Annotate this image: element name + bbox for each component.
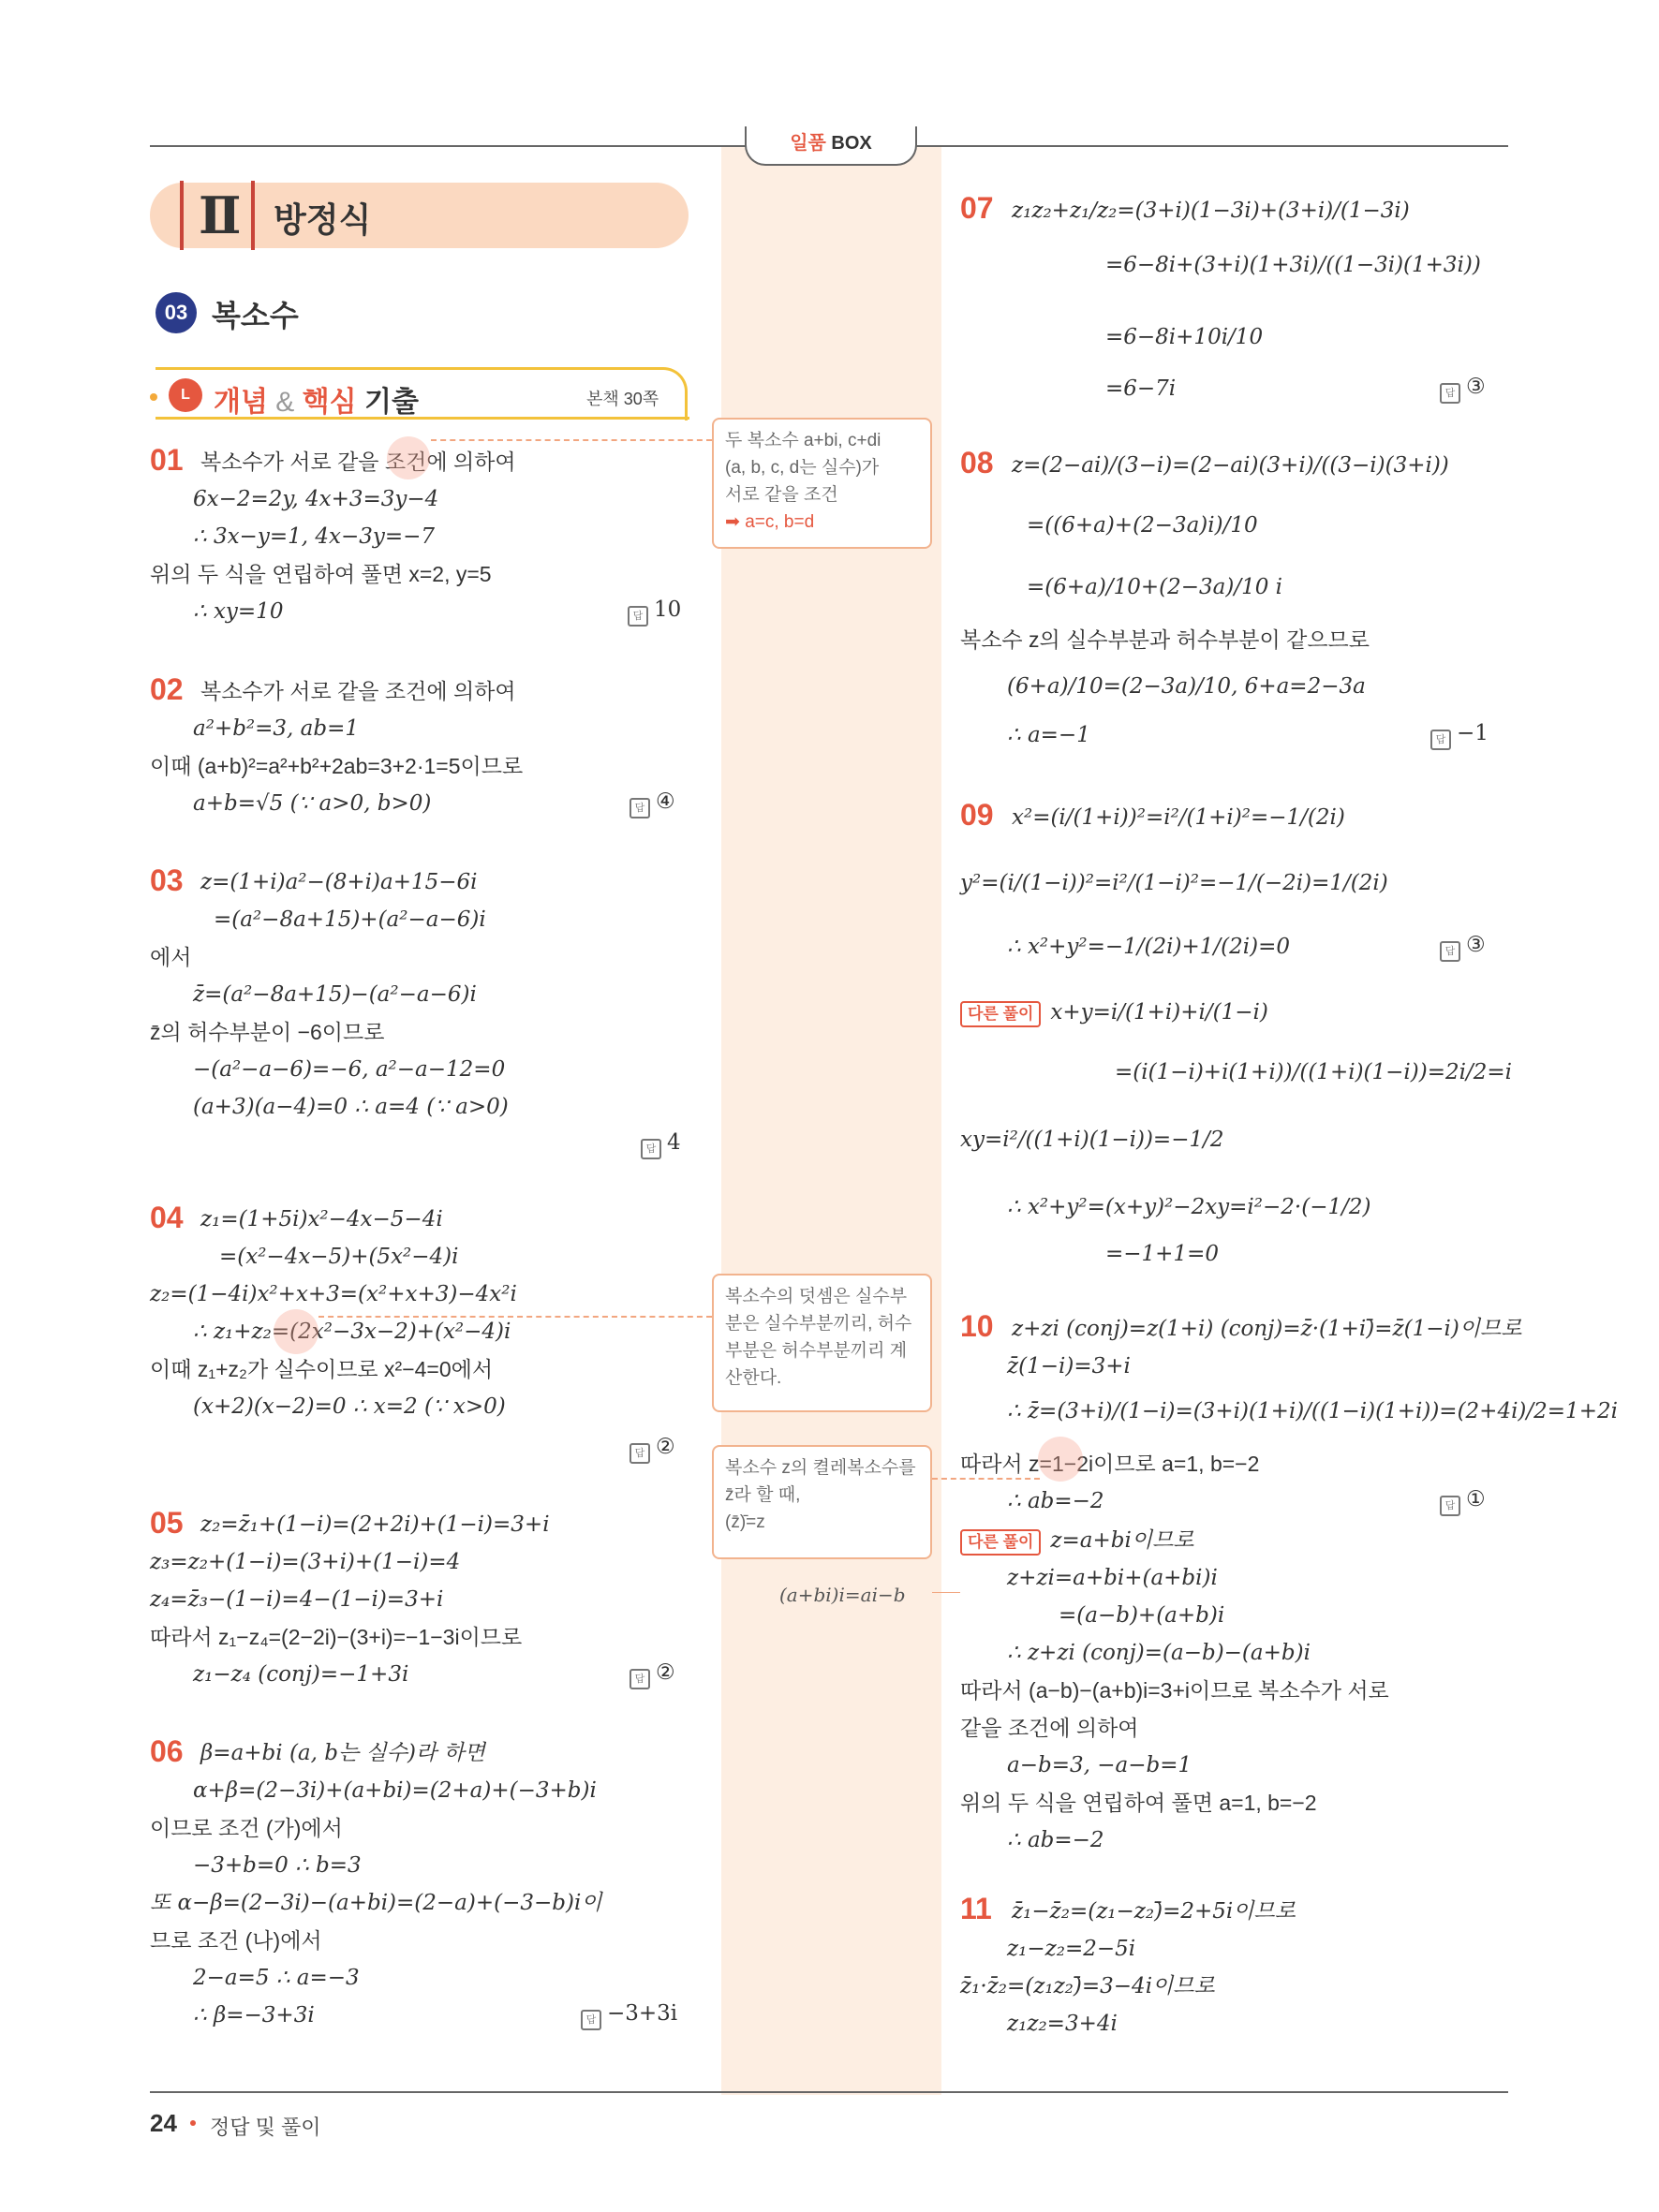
solution-line: z̄(1−i)=3+i — [1007, 1354, 1131, 1379]
solution-line: 이때 (a+b)²=a²+b²+2ab=3+2·1=5이므로 — [150, 754, 524, 778]
highlight-mark — [274, 1309, 318, 1354]
note-line: 분은 실수부분끼리, 허수 — [725, 1314, 912, 1334]
box-tab-label-1: 일품 — [790, 133, 826, 154]
solution-line: ∴ z̄=(3+i)/(1−i)=(3+i)(1+i)/((1−i)(1+i))=(2+4i)/2=1+2i — [1007, 1399, 1618, 1423]
solution-line: 복소수가 서로 같을 조건에 의하여 — [200, 679, 516, 703]
problem-number: 07 — [960, 191, 994, 225]
highlight-mark — [387, 436, 430, 479]
solution-text: x+y=i/(1+i)+i/(1−i) — [1050, 1000, 1268, 1025]
answer-value: ② — [656, 1660, 675, 1685]
solution-line: =(a²−8a+15)+(a²−a−6)i — [214, 907, 486, 932]
connector-line — [932, 1592, 960, 1593]
note-line: 부분은 허수부분끼리 계 — [725, 1341, 908, 1361]
answer — [1440, 1487, 1486, 1516]
solution-line: a²+b²=3, ab=1 — [193, 716, 360, 741]
solution-line: ∴ a=−1 — [1007, 723, 1090, 747]
answer — [630, 789, 675, 818]
solution-line: (x+2)(x−2)=0 ∴ x=2 (∵ x>0) — [193, 1394, 506, 1419]
answer-value: 4 — [667, 1130, 681, 1155]
problem-number: 05 — [150, 1506, 184, 1540]
page-number: 24 — [150, 2109, 177, 2137]
page-reference: 본책 30쪽 — [586, 390, 659, 408]
note-line: 복소수의 덧셈은 실수부 — [725, 1287, 908, 1306]
solution-line: z₁z₂=3+4i — [1007, 2012, 1118, 2036]
problem-number: 04 — [150, 1201, 184, 1234]
note-line: 두 복소수 a+bi, c+di — [725, 431, 881, 450]
solution-line: z₂=z̄₁+(1−i)=(2+2i)+(1−i)=3+i — [200, 1512, 550, 1537]
solution-line: ∴ β=−3+3i — [193, 2003, 315, 2028]
concept-title-2: 핵심 — [302, 387, 357, 418]
solution-line: 따라서 z₁−z₄=(2−2i)−(3+i)=−1−3i이므로 — [150, 1625, 523, 1649]
answer — [628, 597, 681, 627]
solution-line: z̄₁−z̄₂=(z₁−z₂)̄=2+5i이므로 — [1012, 1899, 1296, 1924]
solution-line: 이때 z₁+z₂가 실수이므로 x²−4=0에서 — [150, 1357, 494, 1381]
solution-line: 위의 두 식을 연립하여 풀면 x=2, y=5 — [150, 562, 492, 586]
solution-line: =((6+a)+(2−3a)i)/10 — [1027, 513, 1258, 538]
answer-value: 10 — [654, 597, 682, 622]
answer-value: −1 — [1457, 721, 1489, 745]
answer — [581, 2001, 677, 2030]
solution-line: ∴ x²+y²=−1/(2i)+1/(2i)=0 — [1007, 935, 1290, 959]
solution-line: z̄=(a²−8a+15)−(a²−a−6)i — [193, 982, 477, 1007]
problem-number: 11 — [960, 1892, 992, 1925]
solution-line: 따라서 (a−b)−(a+b)i=3+i이므로 복소수가 서로 — [960, 1678, 1389, 1703]
chapter-title: 방정식 — [274, 200, 372, 239]
answer-icon: 답 — [628, 606, 648, 627]
answer — [641, 1130, 681, 1159]
note-line: ➡ a=c, b=d — [725, 512, 815, 532]
box-tab — [745, 126, 917, 166]
solution-line: z+zi=a+bi+(a+bi)i — [1007, 1566, 1218, 1590]
solution-line: 복소수가 서로 같을 조건에 의하여 — [200, 450, 516, 474]
solution-line: 따라서 z=1−2i이므로 a=1, b=−2 — [960, 1452, 1260, 1476]
problem-number: 01 — [150, 443, 184, 477]
solution-line: 복소수 z의 실수부분과 허수부분이 같으므로 — [960, 627, 1370, 652]
solution-line: z₃=z₂+(1−i)=(3+i)+(1−i)=4 — [150, 1550, 461, 1574]
answer — [630, 1660, 675, 1689]
footer-rule — [150, 2091, 1508, 2093]
solution-line: ∴ 3x−y=1, 4x−3y=−7 — [193, 524, 436, 549]
concept-badge-icon: L — [169, 378, 202, 412]
solution-line: =(i(1−i)+i(1+i))/((1+i)(1−i))=2i/2=i — [1115, 1060, 1512, 1084]
section-number: 03 — [156, 292, 197, 333]
answer — [1440, 933, 1486, 962]
side-note — [712, 1445, 932, 1559]
problem-number: 06 — [150, 1734, 184, 1768]
note-line: 복소수 z의 켤레복소수를 — [725, 1458, 916, 1478]
solution-line: β=a+bi (a, b는 실수)라 하면 — [200, 1741, 485, 1765]
solution-line: (6+a)/10=(2−3a)/10, 6+a=2−3a — [1007, 674, 1366, 699]
solution-line: z=(1+i)a²−(8+i)a+15−6i — [200, 870, 478, 894]
answer-icon: 답 — [641, 1139, 661, 1159]
note-line: 서로 같을 조건 — [725, 485, 838, 505]
solution-line: 6x−2=2y, 4x+3=3y−4 — [193, 487, 439, 511]
chapter-bar-right — [251, 181, 255, 250]
answer-value: ③ — [1466, 375, 1486, 399]
highlight-mark — [1038, 1437, 1083, 1482]
solution-line: =(x²−4x−5)+(5x²−4)i — [219, 1245, 459, 1269]
answer-value: ③ — [1466, 933, 1486, 957]
answer — [1440, 375, 1486, 404]
solution-line: −(a²−a−6)=−6, a²−a−12=0 — [193, 1057, 506, 1082]
solution-line: =−1+1=0 — [1105, 1242, 1219, 1266]
answer-icon: 답 — [630, 798, 650, 818]
answer-value: ④ — [656, 789, 675, 814]
solution-line: xy=i²/((1+i)(1−i))=−1/2 — [960, 1128, 1224, 1152]
chapter-number: Ⅱ — [199, 185, 242, 245]
answer — [630, 1435, 675, 1464]
concept-title-amp: & — [267, 387, 303, 418]
solution-line: ∴ ab=−2 — [1007, 1489, 1104, 1513]
solution-line: z=(2−ai)/(3−i)=(2−ai)(3+i)/((3−i)(3+i)) — [1012, 453, 1449, 478]
concept-title-3: 기출 — [356, 387, 419, 418]
solution-line: z̄₁·z̄₂=(z₁z₂)̄=3−4i이므로 — [960, 1974, 1215, 1998]
connector-line — [932, 1478, 1040, 1480]
solution-line: z₂=(1−4i)x²+x+3=(x²+x+3)−4x²i — [150, 1282, 517, 1306]
solution-line: (a+3)(a−4)=0 ∴ a=4 (∵ a>0) — [193, 1095, 509, 1119]
solution-line: z₁−z₄ (conj)=−1+3i — [193, 1662, 409, 1687]
solution-line: ∴ z₁+z₂=(2x²−3x−2)+(x²−4)i — [193, 1320, 511, 1344]
footer-dot — [190, 2120, 196, 2126]
note-line: (a, b, c, d는 실수)가 — [725, 458, 880, 478]
problem-number: 08 — [960, 446, 994, 479]
solution-line: z+zi (conj)=z(1+i) (conj)=z̄·(1+i)̄=z̄(1−i)이므로 — [1012, 1317, 1522, 1341]
problem-number: 03 — [150, 863, 184, 897]
solution-line: α+β=(2−3i)+(a+bi)=(2+a)+(−3+b)i — [193, 1778, 597, 1803]
solution-line: 이므로 조건 (가)에서 — [150, 1816, 343, 1840]
connector-line — [318, 1316, 712, 1318]
solution-line: 같을 조건에 의하여 — [960, 1716, 1139, 1740]
chapter-bar-left — [180, 181, 184, 250]
answer-icon: 답 — [1440, 1496, 1460, 1516]
solution-line: z̄의 허수부분이 −6이므로 — [150, 1020, 385, 1044]
solution-line: 므로 조건 (나)에서 — [150, 1928, 322, 1953]
solution-line: 2−a=5 ∴ a=−3 — [193, 1966, 360, 1990]
solution-line: =6−8i+(3+i)(1+3i)/((1−3i)(1+3i)) — [1105, 253, 1481, 277]
solution-line: a+b=√5 (∵ a>0, b>0) — [193, 791, 432, 816]
answer-icon: 답 — [630, 1443, 650, 1464]
solution-text: z=a+bi이므로 — [1050, 1528, 1194, 1553]
answer-icon: 답 — [1430, 730, 1451, 750]
answer-value: ① — [1466, 1487, 1486, 1512]
answer-value: −3+3i — [607, 2001, 678, 2026]
problem-number: 09 — [960, 798, 994, 832]
solution-line: z₄=z̄₃−(1−i)=4−(1−i)=3+i — [150, 1587, 444, 1612]
answer-icon: 답 — [630, 1669, 650, 1689]
solution-line: ∴ ab=−2 — [1007, 1828, 1104, 1852]
answer-icon: 답 — [581, 2010, 601, 2030]
solution-line: =6−8i+10i/10 — [1105, 325, 1264, 349]
solution-line: y²=(i/(1−i))²=i²/(1−i)²=−1/(−2i)=1/(2i) — [960, 871, 1388, 895]
note-line: (z̄)̄=z — [725, 1512, 765, 1532]
box-tab-label-2: BOX — [825, 133, 872, 154]
solution-line: z₁=(1+5i)x²−4x−5−4i — [200, 1207, 443, 1231]
solution-line: 에서 — [150, 945, 192, 969]
answer-value: ② — [656, 1435, 675, 1459]
solution-line: ∴ z+zi (conj)=(a−b)−(a+b)i — [1007, 1641, 1311, 1665]
answer — [1430, 721, 1489, 750]
solution-line: a−b=3, −a−b=1 — [1007, 1753, 1192, 1777]
concept-title-1: 개념 — [214, 387, 268, 418]
footer-label: 정답 및 풀이 — [210, 2116, 321, 2139]
solution-line — [960, 998, 1268, 1027]
solution-line: x²=(i/(1+i))²=i²/(1+i)²=−1/(2i) — [1012, 805, 1345, 830]
side-note-formula: (a+bi)i=ai−b — [779, 1584, 906, 1606]
solution-line: =6−7i — [1105, 376, 1177, 401]
solution-line: ∴ xy=10 — [193, 599, 284, 624]
section-title: 복소수 — [212, 299, 299, 332]
note-line: 산한다. — [725, 1368, 782, 1388]
problem-number: 10 — [960, 1309, 994, 1343]
solution-line: ∴ x²+y²=(x+y)²−2xy=i²−2·(−1/2) — [1007, 1195, 1371, 1219]
note-line: z̄라 할 때, — [725, 1485, 801, 1505]
connector-line — [431, 439, 712, 441]
concept-dot — [150, 393, 157, 401]
solution-line: 위의 두 식을 연립하여 풀면 a=1, b=−2 — [960, 1791, 1317, 1815]
alt-solution-tag: 다른 풀이 — [960, 1001, 1041, 1027]
side-note — [712, 1274, 932, 1412]
concept-title — [214, 378, 419, 420]
answer-icon: 답 — [1440, 383, 1460, 404]
solution-line: z₁−z₂=2−5i — [1007, 1937, 1136, 1961]
solution-line: −3+b=0 ∴ b=3 — [193, 1853, 362, 1878]
solution-line: 또 α−β=(2−3i)−(a+bi)=(2−a)+(−3−b)i이 — [150, 1891, 602, 1915]
answer-icon: 답 — [1440, 941, 1460, 962]
alt-solution-tag: 다른 풀이 — [960, 1529, 1041, 1556]
solution-line — [960, 1526, 1194, 1556]
solution-line: z₁z₂+z₁/z₂=(3+i)(1−3i)+(3+i)/(1−3i) — [1012, 199, 1410, 223]
solution-line: =(a−b)+(a+b)i — [1059, 1603, 1225, 1628]
side-note — [712, 418, 932, 549]
solution-line: =(6+a)/10+(2−3a)/10 i — [1027, 575, 1283, 599]
problem-number: 02 — [150, 672, 184, 706]
